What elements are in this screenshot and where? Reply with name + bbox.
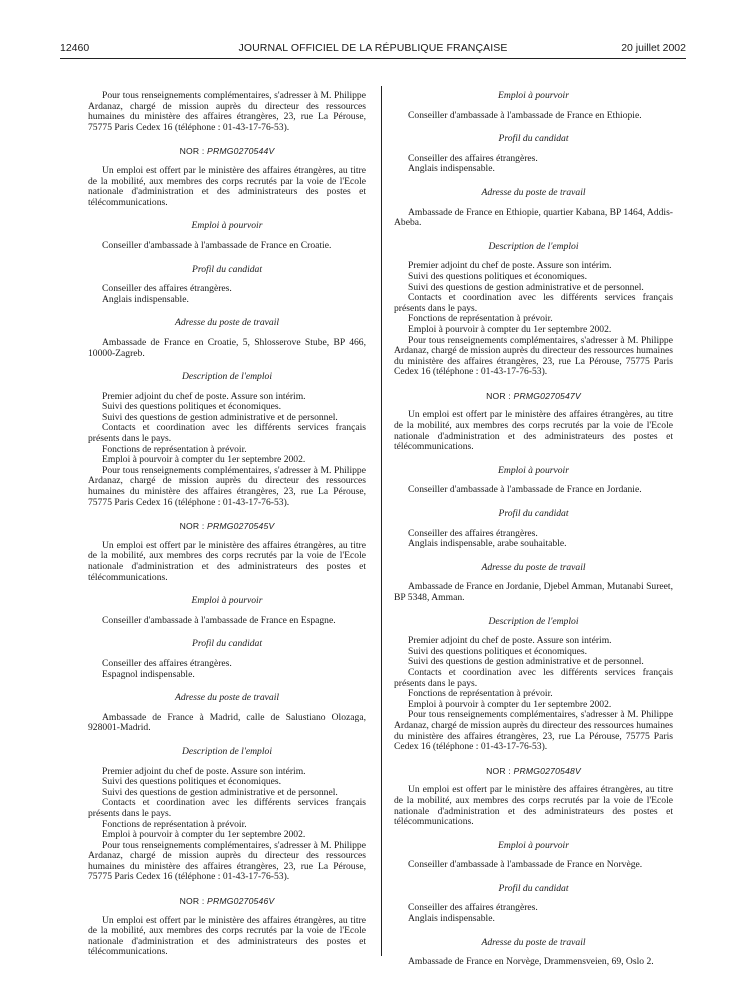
nor-reference (88, 896, 366, 907)
heading-description: Description de l'emploi (488, 240, 579, 252)
description-line: Suivi des questions de gestion administrative et de personnel. (408, 656, 644, 668)
description-line: Suivi des questions de gestion administrative et de personnel. (102, 411, 338, 423)
heading-adresse: Adresse du poste de travail (481, 936, 586, 948)
emploi-text: Conseiller d'ambassade à l'ambassade de France en Ethiopie. (408, 109, 642, 121)
offer-text: Un emploi est offert par le ministère des affaires étrangères, au titre de la mobilité, aux membres des corps recrutés par la voie de l'Ecole nationale d'administration et des administrateurs des postes et télécommunications. (88, 914, 366, 958)
contact-text: Pour tous renseignements complémentaires, s'adresser à M. Philippe Ardanaz, chargé de mission auprès du directeur des ressources humaines du ministère des affaires étrangères, 23, rue La Pérouse, 75775 Paris Cedex 16 (téléphone : 01-43-17-76-53). (394, 709, 674, 753)
header-rule (60, 58, 686, 59)
heading-adresse: Adresse du poste de travail (174, 692, 280, 704)
heading-profil: Profil du candidat (498, 882, 569, 894)
heading-adresse: Adresse du poste de travail (481, 561, 586, 573)
profil-line: Conseiller des affaires étrangères. (102, 283, 232, 295)
emploi-text: Conseiller d'ambassade à l'ambassade de France en Jordanie. (408, 484, 642, 496)
heading-emploi: Emploi à pourvoir (498, 90, 569, 101)
description-line: Fonctions de représentation à prévoir. (102, 443, 247, 455)
heading-emploi: Emploi à pourvoir (191, 220, 263, 232)
profil-line: Anglais indispensable. (408, 913, 495, 925)
nor-reference (88, 521, 366, 532)
heading-description: Description de l'emploi (182, 371, 272, 383)
heading-adresse: Adresse du poste de travail (174, 317, 280, 329)
heading-profil: Profil du candidat (498, 508, 569, 520)
description-line: Emploi à pourvoir à compter du 1er septembre 2002. (102, 454, 306, 466)
adresse-text: Ambassade de France en Croatie, 5, Shlosserove Stube, BP 466, 10000-Zagreb. (88, 336, 366, 359)
intro-contact: Pour tous renseignements complémentaires, s'adresser à M. Philippe Ardanaz, chargé de mission auprès du directeur des ressources humaines du ministère des affaires étrangères, 23, rue La Pérouse, 75775 Paris Cedex 16 (téléphone : 01-43-17-76-53). (88, 90, 366, 133)
page-number: 12460 (60, 42, 90, 54)
nor-code: PRMG0270545V (207, 521, 275, 532)
description-line: Fonctions de représentation à prévoir. (408, 688, 553, 700)
nor-label: NOR : (486, 765, 511, 776)
profil-line: Conseiller des affaires étrangères. (408, 152, 538, 164)
nor-code: PRMG0270544V (207, 146, 275, 157)
contact-text: Pour tous renseignements complémentaires, s'adresser à M. Philippe Ardanaz, chargé de mission auprès du directeur des ressources humaines du ministère des affaires étrangères, 23, rue La Pérouse, 75775 Paris Cedex 16 (téléphone : 01-43-17-76-53). (394, 334, 674, 378)
publication-date: 20 juillet 2002 (621, 42, 686, 54)
nor-label: NOR : (486, 390, 511, 401)
description-line: Premier adjoint du chef de poste. Assure son intérim. (408, 260, 612, 272)
nor-label: NOR : (179, 146, 205, 157)
nor-label: NOR : (179, 521, 205, 532)
profil-line: Anglais indispensable. (408, 163, 495, 175)
description-line: Contacts et coordination avec les différents services français présents dans le pays. (394, 292, 673, 314)
heading-profil: Profil du candidat (192, 263, 262, 275)
nor-reference (394, 391, 673, 402)
description-line: Fonctions de représentation à prévoir. (102, 818, 247, 830)
description-line: Premier adjoint du chef de poste. Assure son intérim. (408, 635, 612, 647)
profil-line: Anglais indispensable. (102, 293, 189, 305)
nor-label: NOR : (179, 896, 205, 907)
profil-line: Espagnol indispensable. (102, 668, 195, 680)
description-line: Fonctions de représentation à prévoir. (408, 313, 553, 325)
description-line: Emploi à pourvoir à compter du 1er septembre 2002. (408, 698, 612, 710)
right-column (394, 91, 673, 968)
heading-emploi: Emploi à pourvoir (498, 464, 569, 476)
nor-reference (394, 766, 673, 777)
adresse-text: Ambassade de France en Norvège, Drammensveien, 69, Oslo 2. (408, 956, 654, 968)
offer-text: Un emploi est offert par le ministère des affaires étrangères, au titre de la mobilité, aux membres des corps recrutés par la voie de l'Ecole nationale d'administration et des administrateurs des postes et télécommunications. (394, 409, 673, 453)
page-header (60, 42, 686, 56)
column-separator (381, 86, 382, 956)
adresse-text: Ambassade de France en Jordanie, Djebel Amman, Mutanabi Sureet, BP 5348, Amman. (394, 581, 673, 603)
heading-description: Description de l'emploi (182, 745, 272, 757)
description-line: Suivi des questions politiques et économiques. (102, 776, 282, 788)
description-line: Premier adjoint du chef de poste. Assure son intérim. (102, 390, 306, 402)
nor-code: PRMG0270546V (207, 896, 275, 907)
description-line: Emploi à pourvoir à compter du 1er septembre 2002. (102, 829, 306, 841)
nor-code: PRMG0270547V (513, 390, 581, 401)
profil-line: Anglais indispensable, arabe souhaitable. (408, 538, 567, 550)
emploi-text: Conseiller d'ambassade à l'ambassade de France en Croatie. (102, 239, 332, 251)
description-line: Contacts et coordination avec les différents services français présents dans le pays. (394, 666, 673, 689)
profil-line: Conseiller des affaires étrangères. (408, 902, 538, 914)
description-line: Suivi des questions politiques et économiques. (408, 645, 588, 657)
emploi-text: Conseiller d'ambassade à l'ambassade de France en Norvège. (408, 859, 643, 871)
offer-text: Un emploi est offert par le ministère des affaires étrangères, au titre de la mobilité, aux membres des corps recrutés par la voie de l'Ecole nationale d'administration et des administrateurs des postes et télécommunications. (88, 539, 366, 583)
offer-text: Un emploi est offert par le ministère des affaires étrangères, au titre de la mobilité, aux membres des corps recrutés par la voie de l'Ecole nationale d'administration et des administrateurs des postes et télécommunications. (88, 164, 366, 208)
contact-text: Pour tous renseignements complémentaires, s'adresser à M. Philippe Ardanaz, chargé de mission auprès du directeur des ressources humaines du ministère des affaires étrangères, 23, rue La Pérouse, 75775 Paris Cedex 16 (téléphone : 01-43-17-76-53). (88, 839, 366, 883)
nor-code: PRMG0270548V (513, 765, 581, 776)
description-line: Contacts et coordination avec les différents services français présents dans le pays. (88, 422, 366, 445)
description-line: Suivi des questions de gestion administrative et de personnel. (408, 281, 644, 293)
heading-profil: Profil du candidat (192, 638, 262, 650)
emploi-text: Conseiller d'ambassade à l'ambassade de France en Espagne. (102, 614, 336, 626)
journal-title: JOURNAL OFFICIEL DE LA RÉPUBLIQUE FRANÇAISE (238, 42, 508, 54)
heading-adresse: Adresse du poste de travail (481, 186, 586, 198)
heading-emploi: Emploi à pourvoir (498, 839, 569, 851)
description-line: Suivi des questions de gestion administrative et de personnel. (102, 786, 338, 798)
profil-line: Conseiller des affaires étrangères. (102, 657, 232, 669)
profil-line: Conseiller des affaires étrangères. (408, 527, 538, 539)
description-line: Emploi à pourvoir à compter du 1er septembre 2002. (408, 323, 612, 335)
description-line: Contacts et coordination avec les différents services français présents dans le pays. (88, 797, 366, 819)
adresse-text: Ambassade de France à Madrid, calle de Salustiano Olozaga, 928001-Madrid. (88, 711, 366, 734)
description-line: Suivi des questions politiques et économiques. (102, 401, 282, 413)
nor-reference (88, 146, 366, 157)
heading-profil: Profil du candidat (498, 133, 569, 145)
adresse-text: Ambassade de France en Ethiopie, quartier Kabana, BP 1464, Addis-Abeba. (394, 206, 674, 229)
heading-description: Description de l'emploi (488, 615, 579, 627)
description-line: Premier adjoint du chef de poste. Assure son intérim. (102, 765, 306, 777)
offer-text: Un emploi est offert par le ministère des affaires étrangères, au titre de la mobilité, aux membres des corps recrutés par la voie de l'Ecole nationale d'administration et des administrateurs des postes et télécommunications. (394, 784, 673, 828)
heading-emploi: Emploi à pourvoir (191, 595, 263, 607)
left-column (88, 91, 366, 958)
contact-text: Pour tous renseignements complémentaires, s'adresser à M. Philippe Ardanaz, chargé de mission auprès du directeur des ressources humaines du ministère des affaires étrangères, 23, rue La Pérouse, 75775 Paris Cedex 16 (téléphone : 01-43-17-76-53). (88, 464, 366, 508)
description-line: Suivi des questions politiques et économiques. (408, 270, 588, 282)
